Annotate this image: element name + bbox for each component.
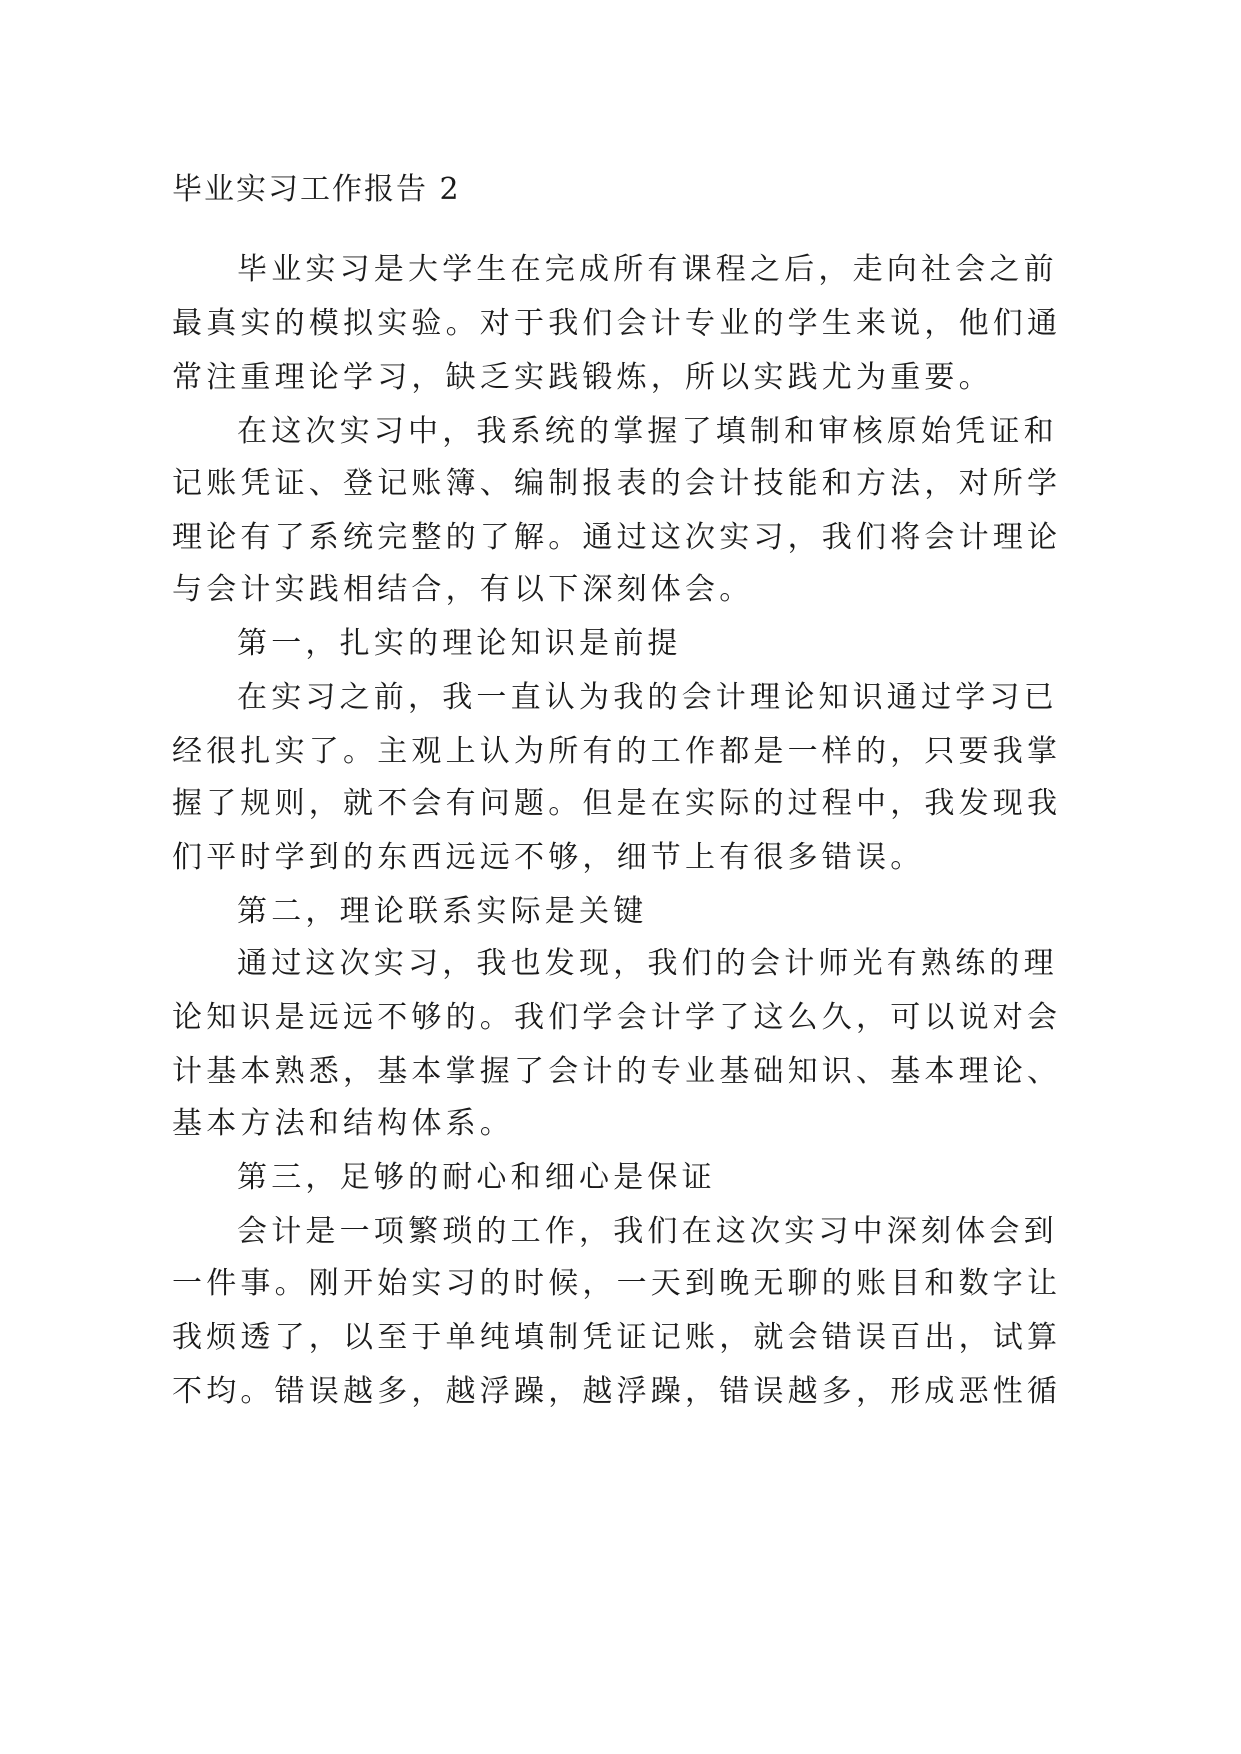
paragraph-2-line-1: 在这次实习中，我系统的掌握了填制和审核原始凭证和: [237, 414, 1058, 449]
paragraph-4-line-1: 通过这次实习，我也发现，我们的会计师光有熟练的理: [237, 946, 1058, 981]
paragraph-4-line-3: 计基本熟悉，基本掌握了会计的专业基础知识、基本理论、: [172, 1054, 1062, 1089]
paragraph-2-line-2: 记账凭证、登记账簿、编制报表的会计技能和方法，对所学: [172, 466, 1062, 501]
paragraph-3-line-1: 在实习之前，我一直认为我的会计理论知识通过学习已: [237, 680, 1058, 715]
paragraph-1-line-3: 常注重理论学习，缺乏实践锻炼，所以实践尤为重要。: [172, 360, 993, 395]
paragraph-1-line-2: 最真实的模拟实验。对于我们会计专业的学生来说，他们通: [172, 306, 1062, 341]
paragraph-3-line-2: 经很扎实了。主观上认为所有的工作都是一样的，只要我掌: [172, 734, 1062, 769]
paragraph-5-line-2: 一件事。刚开始实习的时候，一天到晚无聊的账目和数字让: [172, 1266, 1062, 1301]
section-heading-3: 第三，足够的耐心和细心是保证: [237, 1160, 716, 1195]
paragraph-4-line-4: 基本方法和结构体系。: [172, 1106, 514, 1141]
paragraph-2-line-4: 与会计实践相结合，有以下深刻体会。: [172, 572, 754, 607]
paragraph-3-line-3: 握了规则，就不会有问题。但是在实际的过程中，我发现我: [172, 786, 1062, 821]
document-body: [172, 0, 1062, 1754]
section-heading-1: 第一，扎实的理论知识是前提: [237, 626, 682, 661]
paragraph-1-line-1: 毕业实习是大学生在完成所有课程之后，走向社会之前: [237, 252, 1058, 287]
paragraph-5-line-3: 我烦透了，以至于单纯填制凭证记账，就会错误百出，试算: [172, 1320, 1062, 1355]
paragraph-3-line-4: 们平时学到的东西远远不够，细节上有很多错误。: [172, 840, 925, 875]
paragraph-5-line-1: 会计是一项繁琐的工作，我们在这次实习中深刻体会到: [237, 1214, 1058, 1249]
paragraph-2-line-3: 理论有了系统完整的了解。通过这次实习，我们将会计理论: [172, 520, 1062, 555]
document-title: 毕业实习工作报告 2: [172, 172, 461, 207]
section-heading-2: 第二，理论联系实际是关键: [237, 894, 648, 929]
paragraph-5-line-4: 不均。错误越多，越浮躁，越浮躁，错误越多，形成恶性循: [172, 1374, 1062, 1409]
paragraph-4-line-2: 论知识是远远不够的。我们学会计学了这么久，可以说对会: [172, 1000, 1062, 1035]
